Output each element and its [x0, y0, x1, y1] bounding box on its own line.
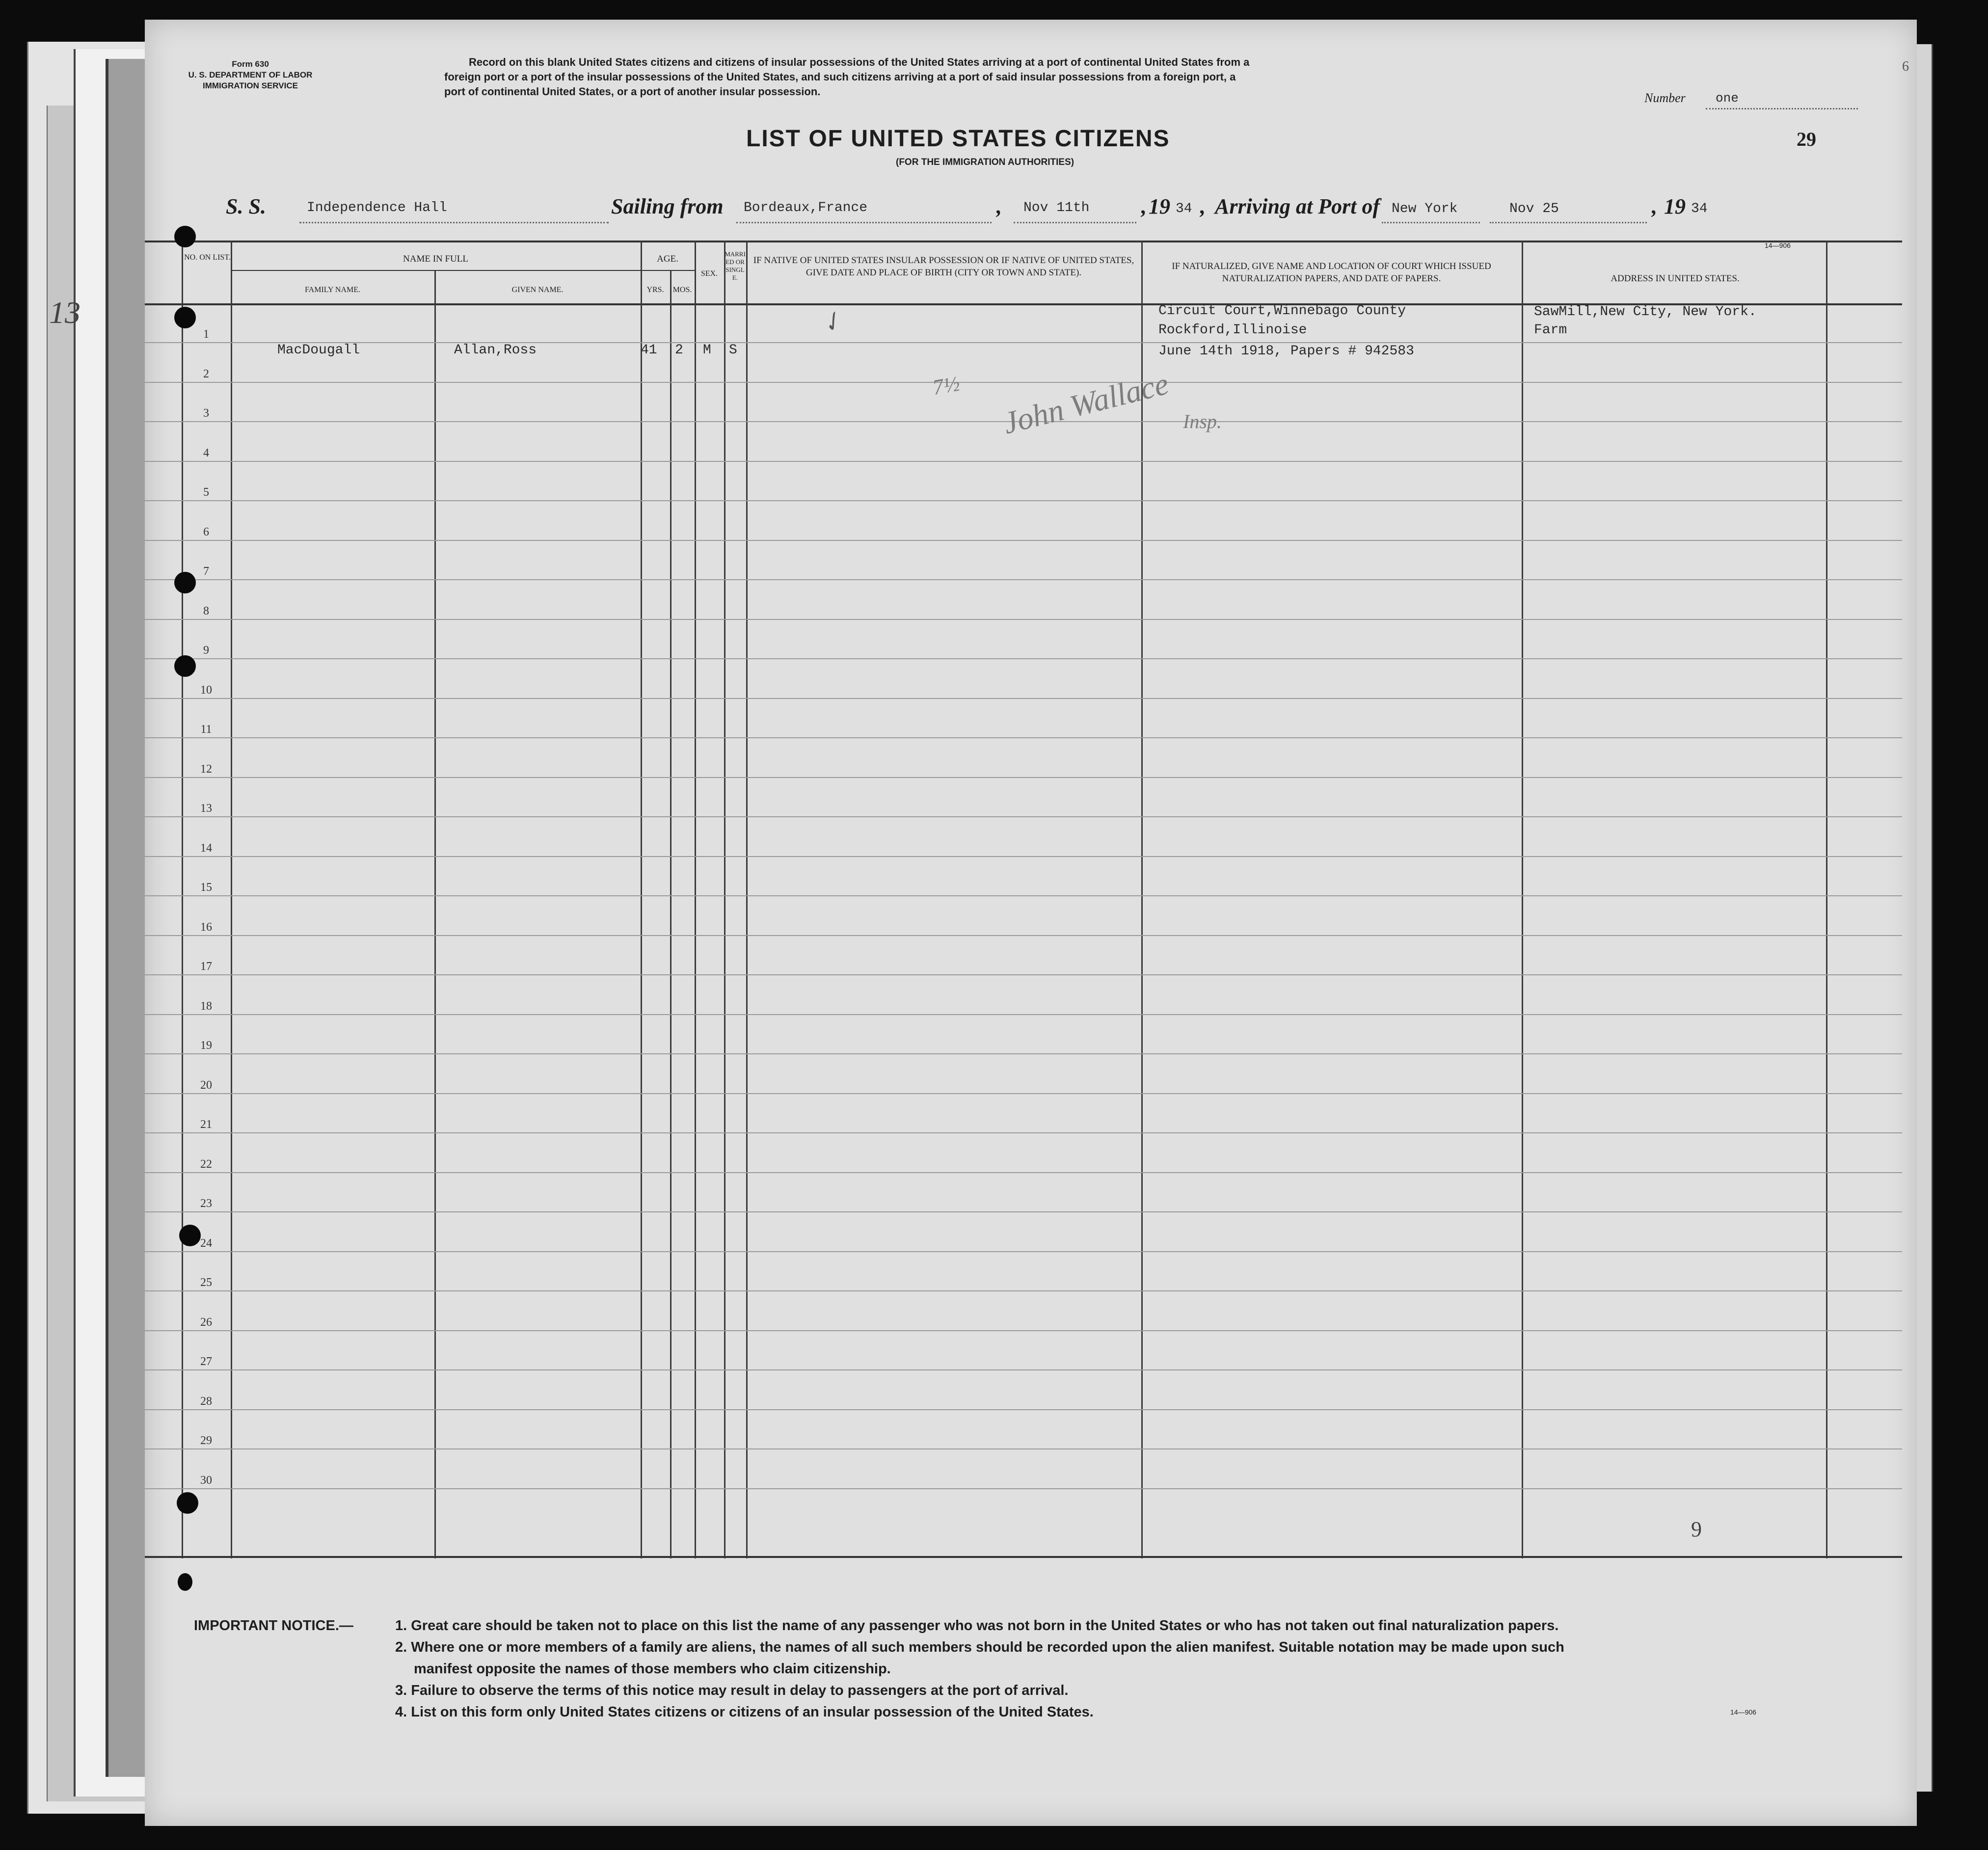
row-rule	[145, 1053, 1902, 1054]
row-rule	[145, 579, 1902, 580]
row-number: 18	[200, 999, 212, 1013]
row-rule	[145, 1014, 1902, 1015]
row-number: 17	[200, 960, 212, 973]
row-number: 1	[203, 328, 209, 341]
punch-hole	[179, 1225, 201, 1246]
number-value: one	[1716, 91, 1739, 106]
record-line: foreign port or a port of the insular possessions of the United States, and such citizens arriving at a port of said insular possessions from a foreign port, a	[444, 71, 1236, 83]
header-native: IF NATIVE OF UNITED STATES INSULAR POSSESSION OR IF NATIVE OF UNITED STATES, GIVE DATE AND PLACE OF BIRTH (CITY OR TOWN AND STATE).	[753, 255, 1134, 278]
entry-marital: S	[729, 343, 737, 358]
row-rule	[145, 777, 1902, 778]
row-rule	[145, 935, 1902, 936]
header-given-name: GIVEN NAME.	[511, 286, 564, 294]
entry-family-name: MacDougall	[277, 343, 360, 358]
row-number: 25	[200, 1276, 212, 1289]
row-rule	[145, 856, 1902, 857]
sailing-date: Nov 11th	[1023, 200, 1090, 215]
notice-item: 4. List on this form only United States citizens or citizens of an insular possession of the United States.	[395, 1704, 1094, 1720]
entry-court-line: June 14th 1918, Papers # 942583	[1158, 344, 1414, 359]
service: IMMIGRATION SERVICE	[203, 81, 298, 90]
entry-mos: 2	[675, 343, 683, 358]
punch-hole	[177, 1492, 198, 1514]
header-mos: MOS.	[672, 286, 692, 294]
side-mark: 13	[49, 295, 81, 330]
header-address: ADDRESS IN UNITED STATES.	[1611, 273, 1740, 284]
year-suffix: 34	[1691, 201, 1708, 216]
row-rule	[145, 461, 1902, 462]
page-title: LIST OF UNITED STATES CITIZENS	[746, 126, 1170, 152]
year-prefix: 19	[1149, 194, 1170, 218]
header-name-in-full: NAME IN FULL	[403, 254, 468, 264]
row-rule	[145, 1369, 1902, 1370]
row-rule	[145, 1330, 1902, 1331]
bottom-number: 9	[1691, 1517, 1702, 1541]
header-sex: SEX.	[700, 269, 718, 278]
row-number: 10	[200, 683, 212, 697]
row-rule	[145, 1132, 1902, 1133]
record-instructions	[444, 55, 1735, 99]
notice-item: manifest opposite the names of those members who claim citizenship.	[414, 1661, 891, 1677]
notice-list	[395, 1615, 1897, 1723]
row-rule	[145, 540, 1902, 541]
entry-court-line: Circuit Court,Winnebago County	[1158, 303, 1406, 319]
sailing-from: Bordeaux,France	[744, 200, 868, 215]
header-married-single: MARRIED OR SINGLE.	[725, 250, 746, 281]
arrival-date: Nov 25	[1509, 201, 1559, 216]
inspector-signature: John Wallace	[999, 366, 1172, 441]
row-rule	[145, 382, 1902, 383]
record-line: port of continental United States, or a port of another insular possession.	[444, 85, 821, 98]
row-rule	[145, 737, 1902, 738]
row-rule	[145, 1448, 1902, 1449]
row-number: 13	[200, 802, 212, 815]
row-number: 15	[200, 881, 212, 894]
row-number: 4	[203, 446, 209, 459]
code-bottom: 14—906	[1730, 1708, 1756, 1716]
row-rule	[145, 698, 1902, 699]
entry-yrs: 41	[641, 343, 657, 358]
manifest-sheet: Form 630 U. S. DEPARTMENT OF LABOR IMMIGRATION SERVICE Record on this blank United States citizens and citizens of insular possessions of the United States arriving at a port of continental United States from a foreign port or a port of the insular possessions of the United States, and such citizens arriving at a port of said insular possessions from a foreign port, a port of continental United States, or a port of another insular possession. Number one LIST OF UNITED STATES CITIZENS (FOR THE IMMIGRATION AUTHORITIES) 29 6 S. S. Independence Hall Sailing from Bordeaux,France , Nov 11th , 19 34 , Arriving at Port of New York Nov 25 , 19 34 14—906 NO. ON LIST. NAME IN FULL FAMILY NAME. GIVEN NAME. AGE. YRS. MOS. SEX. MARRIED OR SINGLE. IF NATIVE OF UNITED STATES INSULAR POSSESSION OR IF NATIVE OF UNITED STATES, GIVE DATE AND PLACE OF BIRTH (CITY OR TOWN AND STATE). IF NATURALIZED, GIVE NAME AND LOCATION OF COURT WHICH ISSUED NATURALIZATION PAPERS, AND DATE OF PAPERS. ADDRESS IN UNITED STATES. 1 2 3 4 5 6 7 8 9 10 11 12 13 14 15 16 17 18 19 20 21 22 23 24 25 26 27 28 29 30 MacDougall Allan,Ross 41 2 M S Circuit Court,Winnebago County Rockford,Illinoise June 14th 1918, Papers # 942583 SawMill,New City, New York. Farm ✓ 7½ John Wallace Insp. 9 IMPORTANT NOTICE.— 1. Great care should be taken not to place on this list the name of any passenger who was not born in the United States or who has not taken out final naturalization papers. 2. Where one or more members of a family are aliens, the names of all such members should be recorded upon the alien manifest. Suitable notation may be made upon such manifest opposite the names of those members who claim citizenship. 3. Failure to observe the terms of this notice may result in delay to passengers at the port of arrival. 4. List on this form only United States citizens or citizens of an insular possession of the United States. 14—906	[145, 20, 1917, 1826]
row-number: 16	[200, 920, 212, 934]
form-number: Form 630	[232, 59, 269, 69]
row-rule	[145, 619, 1902, 620]
notice-heading: IMPORTANT NOTICE.—	[194, 1618, 353, 1634]
sheet-number: 29	[1797, 128, 1816, 150]
row-rule	[145, 1251, 1902, 1252]
punch-hole	[178, 1573, 192, 1591]
code-top: 14—906	[1765, 241, 1791, 249]
entry-address-line: SawMill,New City, New York.	[1534, 304, 1757, 320]
row-number: 19	[200, 1039, 212, 1052]
row-number: 26	[200, 1315, 212, 1329]
entry-court-line: Rockford,Illinoise	[1158, 322, 1307, 338]
department: U. S. DEPARTMENT OF LABOR	[188, 70, 313, 80]
row-rule	[145, 342, 1902, 343]
header-yrs: YRS.	[646, 286, 664, 294]
row-rule	[145, 974, 1902, 975]
row-number: 29	[200, 1434, 212, 1447]
row-number: 3	[203, 407, 209, 420]
row-number: 27	[200, 1355, 212, 1368]
punch-hole	[174, 307, 196, 328]
row-rule	[145, 1093, 1902, 1094]
entry-sex: M	[703, 343, 711, 358]
corner-mark: 6	[1902, 59, 1909, 74]
row-rule	[145, 895, 1902, 896]
row-rule	[145, 1488, 1902, 1489]
row-number: 7	[203, 565, 209, 578]
row-number: 2	[203, 367, 209, 380]
row-number: 11	[200, 723, 212, 736]
row-rule	[145, 816, 1902, 817]
header-age: AGE.	[657, 254, 678, 264]
arrival-port: New York	[1392, 201, 1458, 216]
number-label: Number	[1644, 91, 1686, 105]
row-number: 21	[200, 1118, 212, 1131]
row-number: 22	[200, 1157, 212, 1171]
notice-item: 2. Where one or more members of a family are aliens, the names of all such members should be recorded upon the alien manifest. Suitable notation may be made upon such	[395, 1639, 1564, 1655]
punch-hole	[174, 572, 196, 593]
row-rule	[145, 1290, 1902, 1291]
notice-item: 1. Great care should be taken not to place on this list the name of any passenger who was not born in the United States or who has not taken out final naturalization papers.	[395, 1618, 1559, 1634]
punch-hole	[174, 655, 196, 677]
row-number: 9	[203, 644, 209, 657]
row-number: 8	[203, 604, 209, 617]
row-rule	[145, 1211, 1902, 1212]
notice-item: 3. Failure to observe the terms of this notice may result in delay to passengers at the port of arrival.	[395, 1683, 1069, 1698]
record-line: Record on this blank United States citizens and citizens of insular possessions of the United States arriving at a port of continental United States from a	[469, 56, 1250, 68]
row-number: 14	[200, 841, 212, 855]
row-number: 12	[200, 762, 212, 776]
punch-hole	[174, 226, 196, 247]
row-number: 28	[200, 1394, 212, 1408]
page-subtitle: (FOR THE IMMIGRATION AUTHORITIES)	[896, 157, 1075, 167]
row-rule	[145, 658, 1902, 659]
row-number: 23	[200, 1197, 212, 1210]
row-rule	[145, 1409, 1902, 1410]
row-rule	[145, 500, 1902, 501]
ship-name: Independence Hall	[307, 200, 447, 215]
row-number: 20	[200, 1078, 212, 1092]
check-mark: ✓	[816, 307, 848, 340]
year-prefix: 19	[1664, 194, 1686, 218]
header-family-name: FAMILY NAME.	[304, 286, 361, 294]
form-id-block	[169, 59, 331, 91]
row-number: 5	[203, 486, 209, 499]
entry-address-line: Farm	[1534, 322, 1567, 338]
year-suffix: 34	[1176, 201, 1192, 216]
signature-note: Insp.	[1183, 410, 1222, 432]
ss-label: S. S.	[226, 194, 266, 218]
row-number: 30	[200, 1474, 212, 1487]
row-number: 24	[200, 1236, 212, 1250]
handwritten-mark: 7½	[931, 371, 962, 400]
row-number: 6	[203, 525, 209, 538]
entry-given-name: Allan,Ross	[454, 343, 537, 358]
header-naturalized: IF NATURALIZED, GIVE NAME AND LOCATION OF COURT WHICH ISSUED NATURALIZATION PAPERS, AND DATE OF PAPERS.	[1172, 261, 1491, 284]
header-no-on-list: NO. ON LIST.	[184, 253, 231, 262]
arriving-label: Arriving at Port of	[1215, 194, 1380, 218]
row-rule	[145, 1172, 1902, 1173]
sailing-label: Sailing from	[611, 194, 724, 218]
